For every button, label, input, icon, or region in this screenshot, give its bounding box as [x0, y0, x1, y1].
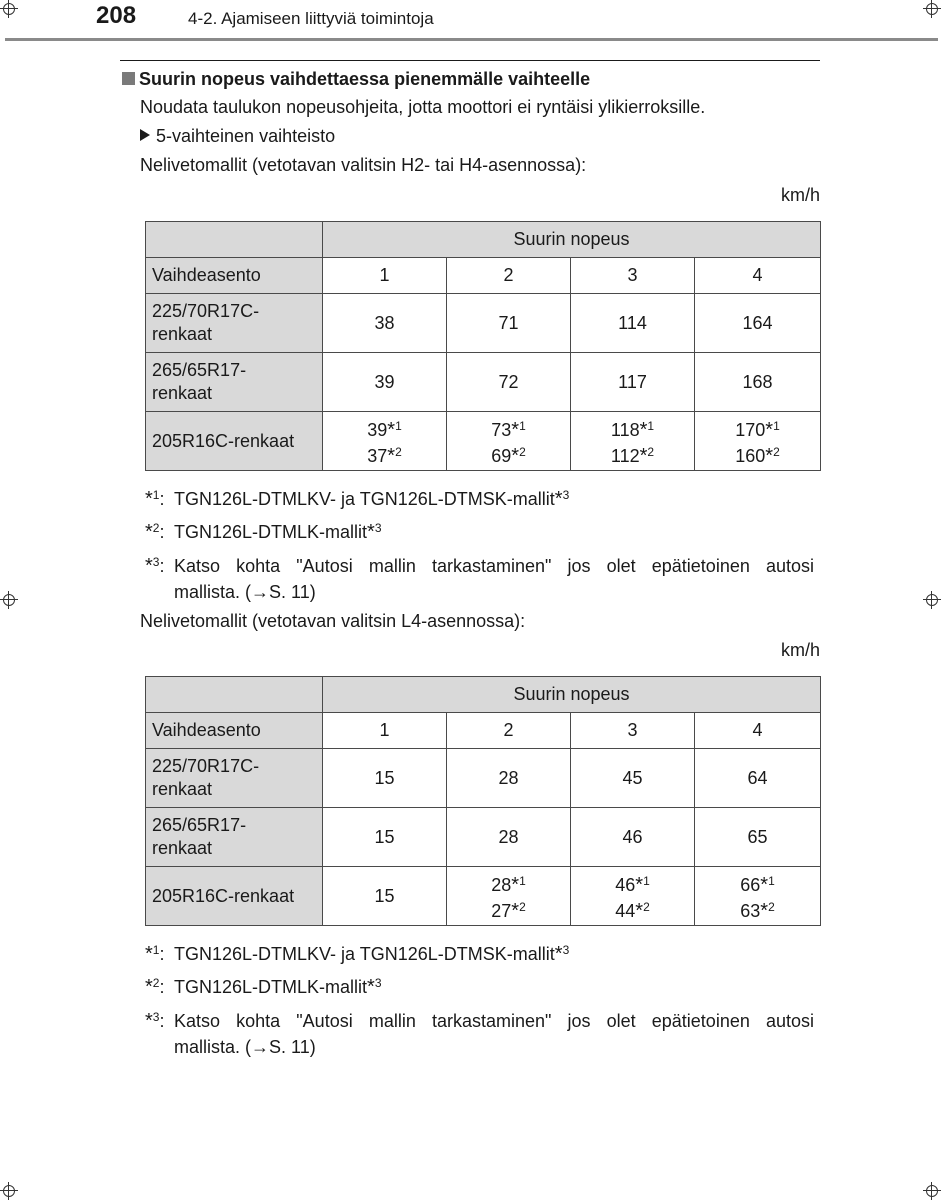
footnote-text: TGN126L-DTMLKV- ja TGN126L-DTMSK-mallit	[174, 489, 555, 509]
footnote-ref: 3	[562, 488, 570, 502]
table-title: Suurin nopeus	[323, 677, 821, 713]
footnote-text: TGN126L-DTMLK-mallit	[174, 977, 368, 997]
table-row	[146, 353, 821, 412]
gear-header: 3	[571, 258, 695, 294]
footnote-ref: 3	[562, 943, 570, 957]
page-number: 208	[96, 2, 137, 29]
registration-mark-icon	[923, 1182, 941, 1200]
row-header: Vaihdeasento	[146, 713, 323, 749]
registration-mark-icon	[0, 0, 18, 18]
heading-square-icon	[122, 72, 135, 85]
speed-cell: 164	[695, 294, 821, 353]
unit-label: km/h	[780, 185, 820, 205]
footnote-text: Katso kohta "Autosi mallin tarkastaminen" jos olet epätietoinen autosi	[174, 1011, 814, 1031]
tyre-label: 205R16C-renkaat	[146, 412, 323, 471]
tyre-label: 265/65R17- renkaat	[146, 353, 323, 412]
table-row	[146, 749, 821, 808]
speed-cell: 118*$^1$ 112*$^2$	[571, 412, 695, 471]
footnote-marker: *$^1$:	[145, 488, 165, 510]
speed-cell: 15	[323, 808, 447, 867]
speed-cell: 46*$^1$ 44*$^2$	[571, 867, 695, 926]
footnote-marker: *$^3$:	[145, 555, 165, 577]
speed-cell: 117	[571, 353, 695, 412]
table-row	[146, 294, 821, 353]
footnote-text-continued: mallista. (→S. 11)	[174, 1037, 316, 1057]
footnote-marker: *$^2$:	[145, 521, 165, 543]
registration-mark-icon	[0, 1182, 18, 1200]
tyre-label: 225/70R17C- renkaat	[146, 294, 323, 353]
triangle-bullet-icon	[140, 129, 150, 141]
footnote-text: TGN126L-DTMLK-mallit	[174, 522, 368, 542]
gear-header-row	[146, 713, 821, 749]
gear-header-row	[146, 258, 821, 294]
section-rule	[120, 60, 820, 61]
footnote-ref: 3	[374, 976, 382, 990]
speed-table	[145, 221, 821, 471]
speed-cell: 15	[323, 867, 447, 926]
footnote	[145, 549, 814, 605]
section-heading	[122, 69, 590, 90]
gear-header: 2	[447, 258, 571, 294]
corner-cell	[146, 222, 323, 258]
speed-cell: 28*$^1$ 27*$^2$	[447, 867, 571, 926]
gear-header: 3	[571, 713, 695, 749]
footnote: *$^2$: TGN126L-DTMLK-mallit*$^3$	[145, 968, 814, 1002]
footnote-marker: *$^3$:	[145, 1010, 165, 1032]
footnote-text: Katso kohta "Autosi mallin tarkastaminen" jos olet epätietoinen autosi	[174, 556, 814, 576]
header-rule	[5, 38, 938, 41]
gear-header: 4	[695, 713, 821, 749]
speed-cell: 39*$^1$ 37*$^2$	[323, 412, 447, 471]
table-row	[146, 808, 821, 867]
footnote: *$^2$: TGN126L-DTMLK-mallit*$^3$	[145, 513, 814, 547]
footnote-text-continued: mallista. (→S. 11)	[174, 582, 316, 602]
speed-cell: 28	[447, 749, 571, 808]
footnote-text: TGN126L-DTMLKV- ja TGN126L-DTMSK-mallit	[174, 944, 555, 964]
row-header: Vaihdeasento	[146, 258, 323, 294]
speed-cell: 168	[695, 353, 821, 412]
gearbox-label: 5-vaihteinen vaihteisto	[156, 126, 336, 146]
section-title: Suurin nopeus vaihdettaessa pienemmälle vaihteelle	[139, 69, 591, 89]
corner-cell	[146, 677, 323, 713]
speed-cell: 65	[695, 808, 821, 867]
speed-cell: 46	[571, 808, 695, 867]
footnote-ref: 3	[374, 521, 382, 535]
table-title-row	[146, 677, 821, 713]
registration-mark-icon	[0, 591, 18, 609]
speed-cell: 72	[447, 353, 571, 412]
footnote: *$^1$: TGN126L-DTMLKV- ja TGN126L-DTMSK-mallit*$^3$	[145, 935, 814, 969]
table-title: Suurin nopeus	[323, 222, 821, 258]
speed-cell: 15	[323, 749, 447, 808]
speed-cell: 39	[323, 353, 447, 412]
chapter-title: 4-2. Ajamiseen liittyviä toimintoja	[188, 9, 434, 28]
footnote-marker: *$^1$:	[145, 943, 165, 965]
speed-cell: 64	[695, 749, 821, 808]
registration-mark-icon	[923, 0, 941, 18]
speed-cell: 66*$^1$ 63*$^2$	[695, 867, 821, 926]
footnote-marker: *$^2$:	[145, 976, 165, 998]
speed-cell: 45	[571, 749, 695, 808]
tyre-label: 265/65R17- renkaat	[146, 808, 323, 867]
speed-cell: 114	[571, 294, 695, 353]
gearbox-line	[140, 126, 335, 147]
speed-cell: 73*$^1$ 69*$^2$	[447, 412, 571, 471]
speed-cell: 71	[447, 294, 571, 353]
gear-header: 2	[447, 713, 571, 749]
table-caption: Nelivetomallit (vetotavan valitsin L4-asennossa):	[140, 611, 526, 631]
speed-cell: 38	[323, 294, 447, 353]
footnote: *$^1$: TGN126L-DTMLKV- ja TGN126L-DTMSK-mallit*$^3$	[145, 480, 814, 514]
table-title-row	[146, 222, 821, 258]
tyre-label: 225/70R17C- renkaat	[146, 749, 323, 808]
intro-text: Noudata taulukon nopeusohjeita, jotta moottori ei ryntäisi ylikierroksille.	[140, 97, 706, 117]
gear-header: 1	[323, 258, 447, 294]
table-row	[146, 412, 821, 471]
gear-header: 1	[323, 713, 447, 749]
table-caption: Nelivetomallit (vetotavan valitsin H2- tai H4-asennossa):	[140, 155, 587, 175]
footnote	[145, 1004, 814, 1060]
speed-cell: 28	[447, 808, 571, 867]
table-row	[146, 867, 821, 926]
tyre-label: 205R16C-renkaat	[146, 867, 323, 926]
speed-table	[145, 676, 821, 926]
unit-label: km/h	[780, 640, 820, 660]
registration-mark-icon	[923, 591, 941, 609]
speed-cell: 170*$^1$ 160*$^2$	[695, 412, 821, 471]
gear-header: 4	[695, 258, 821, 294]
